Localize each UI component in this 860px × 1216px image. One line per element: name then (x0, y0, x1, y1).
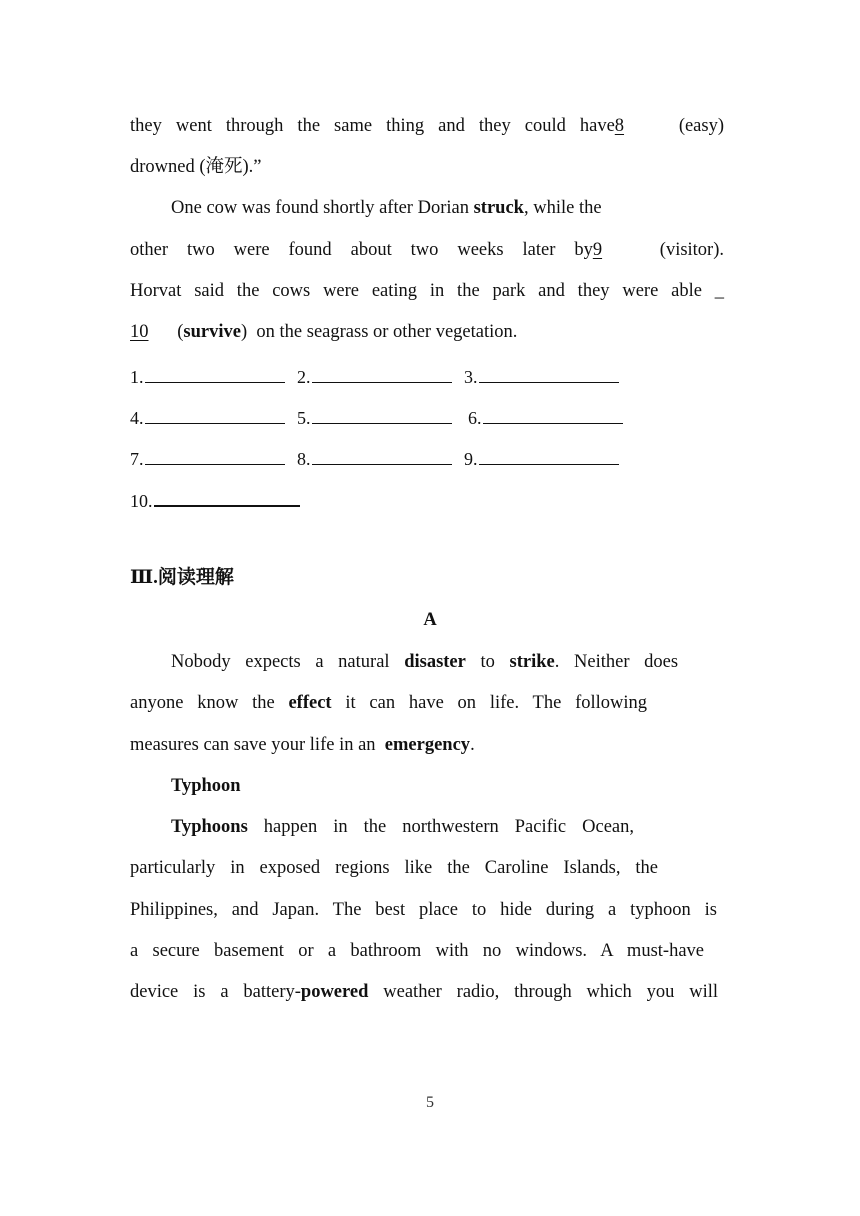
text: (easy) (678, 116, 725, 136)
passage-line-4: Typhoons happen in the northwestern Pacific Ocean, (171, 817, 634, 837)
bold-word: survive (183, 322, 241, 342)
cloze-line-2 (130, 156, 262, 178)
blank-9: 9 (592, 240, 603, 260)
answer-blank-1[interactable]: 1. (130, 364, 285, 388)
cloze-line-1 (130, 115, 724, 137)
answer-blank-3[interactable]: 3. (464, 364, 619, 388)
cloze-line-6: 10 (survive) on the seagrass or other vegetation. (130, 322, 518, 342)
answer-blank-9[interactable]: 9. (464, 446, 619, 470)
blank-8: 8 (614, 116, 625, 136)
answer-blank-7[interactable]: 7. (130, 446, 285, 470)
answer-blank-10[interactable]: 10. (130, 487, 300, 512)
text: (visitor). (659, 240, 725, 260)
text: they went through the same thing and they could have (130, 116, 615, 136)
passage-line-5: particularly in exposed regions like the Caroline Islands, the (130, 858, 658, 878)
passage-line-7: a secure basement or a bathroom with no windows. A must-have (130, 941, 704, 961)
bold-word: struck (473, 198, 524, 218)
passage-line-8: device is a battery-powered weather radio, through which you will (130, 982, 718, 1002)
blank-10: 10 (130, 322, 149, 342)
text: other two were found about two weeks later by (130, 240, 593, 260)
answer-blank-4[interactable]: 4. (130, 405, 285, 429)
passage-line-1: Nobody expects a natural disaster to strike. Neither does (171, 652, 679, 672)
passage-line-6: Philippines, and Japan. The best place to hide during a typhoon is (130, 900, 717, 920)
answer-blank-8[interactable]: 8. (297, 446, 452, 470)
text: , while the (523, 198, 602, 218)
text: on the seagrass or other vegetation. (256, 322, 518, 342)
subheading-typhoon: Typhoon (171, 776, 241, 796)
passage-line-3: measures can save your life in an emergency. (130, 735, 475, 755)
cloze-line-5 (130, 280, 724, 302)
page-number: 5 (426, 1094, 434, 1111)
answer-blank-6[interactable]: 6. (468, 405, 623, 429)
text: One cow was found shortly after Dorian (171, 198, 469, 218)
passage-line-2: anyone know the effect it can have on life. The following (130, 693, 648, 713)
answer-blank-2[interactable]: 2. (297, 364, 452, 388)
text: drowned (淹死).” (130, 157, 262, 177)
passage-label: A (423, 610, 437, 630)
answer-blank-5[interactable]: 5. (297, 405, 452, 429)
cloze-line-4 (130, 239, 724, 261)
text: Horvat said the cows were eating in the park and they were able _ (130, 281, 724, 301)
section-title: Ⅲ.阅读理解 (130, 567, 234, 588)
cloze-line-3 (171, 197, 602, 219)
